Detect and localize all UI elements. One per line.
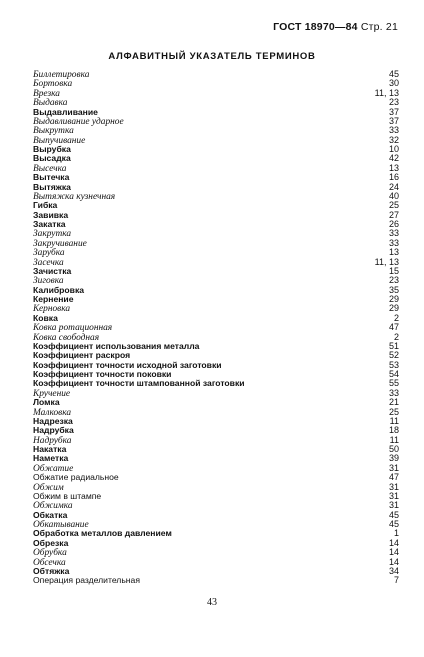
index-entry [33, 304, 399, 313]
index-entry [33, 408, 399, 417]
index-page-ref: 45 [388, 519, 399, 529]
index-entry [33, 286, 399, 295]
index-page-ref: 33 [388, 228, 399, 239]
index-entry [33, 126, 399, 135]
index-page-ref: 21 [388, 397, 399, 408]
index-term: Коэффициент точности исходной заготовки [33, 359, 222, 370]
index-entry [33, 164, 399, 173]
index-term: Обрубка [33, 548, 67, 559]
index-term: Коэффициент точности штампованной заготовки [33, 378, 245, 389]
index-page-ref: 33 [388, 387, 399, 398]
index-page-ref: 18 [388, 425, 399, 436]
index-page-ref: 54 [388, 369, 399, 379]
index-page-ref: 32 [388, 134, 399, 145]
index-page-ref: 35 [388, 284, 399, 295]
index-entry [33, 436, 399, 445]
index-term: Высадка [33, 153, 71, 164]
index-entry [33, 539, 399, 548]
index-page-ref: 31 [388, 500, 399, 511]
index-term: Зарубка [33, 248, 65, 259]
index-page-ref: 45 [388, 69, 399, 79]
index-term: Обкатка [33, 509, 68, 520]
index-term: Ковка ротационная [33, 323, 113, 334]
index-page-ref: 33 [388, 237, 399, 248]
index-entry [33, 445, 399, 454]
index-term: Ковка [33, 312, 58, 323]
index-term: Керновка [33, 304, 71, 315]
index-entry [33, 229, 399, 238]
standard-designation: ГОСТ 18970—84 [273, 21, 358, 33]
index-page-ref: 25 [388, 200, 399, 211]
index-term: Обжим в штампе [33, 490, 102, 501]
index-entry [33, 89, 399, 98]
index-term: Ломка [33, 397, 60, 408]
page-label: Стр. 21 [360, 21, 398, 33]
index-term: Обжимка [33, 501, 73, 512]
index-term: Вырубка [33, 144, 71, 154]
index-term: Вытечка [33, 172, 70, 183]
index-page-ref: 11 [389, 415, 399, 426]
index-page-ref: 37 [388, 106, 399, 117]
index-entry [33, 211, 399, 220]
index-page-ref: 7 [393, 575, 399, 586]
index-page-ref: 23 [388, 97, 399, 108]
index-page-ref: 30 [388, 78, 399, 89]
index-term: Закатка [33, 219, 66, 229]
index-entry [33, 398, 399, 407]
index-page-ref: 52 [388, 350, 399, 361]
index-page-ref: 14 [388, 537, 399, 548]
index-term: Малковка [33, 407, 72, 418]
index-entry [33, 108, 399, 117]
index-term: Коэффициент использования металла [33, 340, 200, 351]
index-entry [33, 258, 399, 267]
index-term: Выдавливание ударное [33, 116, 124, 127]
index-page-ref: 29 [388, 303, 399, 314]
index-page-ref: 10 [388, 144, 399, 154]
index-entry [33, 501, 399, 510]
index-term: Обработка металлов давлением [33, 528, 172, 539]
index-term: Накатка [33, 444, 67, 454]
index-term: Обжатие [33, 463, 74, 474]
index-term: Зиговка [33, 276, 64, 287]
index-entry [33, 117, 399, 126]
index-term: Обжатие радиальное [33, 472, 119, 483]
index-entry [33, 379, 399, 388]
footer-page-number: 43 [207, 597, 217, 608]
index-entry [33, 276, 399, 285]
index-page-ref: 2 [393, 312, 399, 323]
index-entry [33, 183, 399, 192]
term-index-list [33, 70, 399, 586]
index-term: Обрезка [33, 537, 69, 548]
index-page-ref: 47 [388, 472, 399, 483]
index-page-ref: 11 [389, 434, 399, 445]
index-entry [33, 426, 399, 435]
index-term: Обкатывание [33, 520, 89, 530]
page-header [273, 21, 398, 33]
index-entry [33, 529, 399, 538]
index-entry [33, 454, 399, 463]
index-term: Вытяжка [33, 181, 71, 192]
index-term: Вытяжка кузнечная [33, 191, 116, 202]
index-page-ref: 15 [388, 265, 399, 276]
index-entry [33, 473, 399, 482]
index-page-ref: 27 [388, 209, 399, 220]
index-page-ref: 11, 13 [374, 256, 399, 267]
index-page-ref: 47 [388, 322, 399, 333]
index-entry [33, 79, 399, 88]
index-term: Зачистка [33, 265, 72, 276]
index-term: Биллетировка [33, 70, 90, 80]
index-entry [33, 145, 399, 154]
index-entry [33, 314, 399, 323]
index-term: Гибка [33, 200, 58, 211]
index-term: Кернение [33, 294, 74, 304]
index-term: Врезка [33, 88, 60, 99]
index-term: Завивка [33, 209, 69, 220]
index-term: Надрубка [33, 425, 74, 436]
index-term: Высечка [33, 163, 67, 174]
index-term: Надрубка [33, 435, 72, 446]
index-entry [33, 548, 399, 557]
index-page-ref: 55 [388, 378, 399, 389]
index-page-ref: 2 [393, 331, 399, 342]
index-term: Обсечка [33, 557, 66, 568]
index-entry [33, 492, 399, 501]
index-page-ref: 51 [388, 340, 399, 351]
index-entry [33, 267, 399, 276]
index-page-ref: 13 [388, 247, 399, 258]
index-entry [33, 417, 399, 426]
index-entry [33, 239, 399, 248]
index-term: Бортовка [33, 79, 73, 90]
index-entry [33, 389, 399, 398]
index-term: Обжим [33, 482, 64, 493]
index-page-ref: 13 [388, 162, 399, 173]
index-term: Надрезка [33, 415, 73, 426]
index-page-ref: 16 [388, 172, 399, 183]
index-term: Коэффициент раскроя [33, 350, 131, 361]
index-entry [33, 154, 399, 163]
index-page-ref: 14 [388, 556, 399, 567]
index-page-ref: 42 [388, 153, 399, 164]
index-entry [33, 558, 399, 567]
index-page-ref: 31 [388, 462, 399, 473]
index-term: Коэффициент точности поковки [33, 369, 172, 379]
index-page-ref: 45 [388, 509, 399, 520]
index-entry [33, 70, 399, 79]
index-page-ref: 29 [388, 294, 399, 304]
index-page-ref: 40 [388, 190, 399, 201]
index-page-ref: 34 [388, 565, 399, 576]
page-title: АЛФАВИТНЫЙ УКАЗАТЕЛЬ ТЕРМИНОВ [108, 51, 316, 62]
index-page-ref: 1 [393, 528, 399, 539]
index-term: Закрутка [33, 229, 72, 240]
index-page-ref: 50 [388, 444, 399, 454]
index-page-ref: 25 [388, 406, 399, 417]
index-term: Выдавка [33, 98, 68, 109]
index-term: Выкрутка [33, 126, 74, 137]
index-term: Ковка свободная [33, 332, 100, 343]
index-entry [33, 295, 399, 304]
index-entry [33, 323, 399, 332]
index-page-ref: 31 [388, 481, 399, 492]
index-term: Калибровка [33, 284, 85, 295]
index-page-ref: 24 [388, 181, 399, 192]
index-page-ref: 37 [388, 115, 399, 126]
index-term: Обтяжка [33, 565, 70, 576]
index-entry [33, 248, 399, 257]
index-entry [33, 511, 399, 520]
index-page-ref: 23 [388, 275, 399, 286]
index-page-ref: 53 [388, 359, 399, 370]
index-page-ref: 11, 13 [374, 87, 399, 98]
index-term: Засечка [33, 257, 64, 268]
index-entry [33, 136, 399, 145]
index-entry [33, 173, 399, 182]
index-page-ref: 33 [388, 125, 399, 136]
index-entry [33, 220, 399, 229]
index-term: Выпучивание [33, 135, 86, 146]
index-page-ref: 26 [388, 219, 399, 229]
index-page-ref: 14 [388, 547, 399, 558]
index-entry [33, 576, 399, 585]
index-term: Операция разделительная [33, 575, 140, 586]
index-page-ref: 39 [388, 453, 399, 464]
index-entry [33, 201, 399, 210]
index-page-ref: 31 [388, 490, 399, 501]
index-term: Закручивание [33, 238, 87, 249]
index-entry [33, 192, 399, 201]
index-term: Выдавливание [33, 106, 98, 117]
index-term: Кручение [33, 388, 71, 399]
index-term: Наметка [33, 453, 69, 464]
